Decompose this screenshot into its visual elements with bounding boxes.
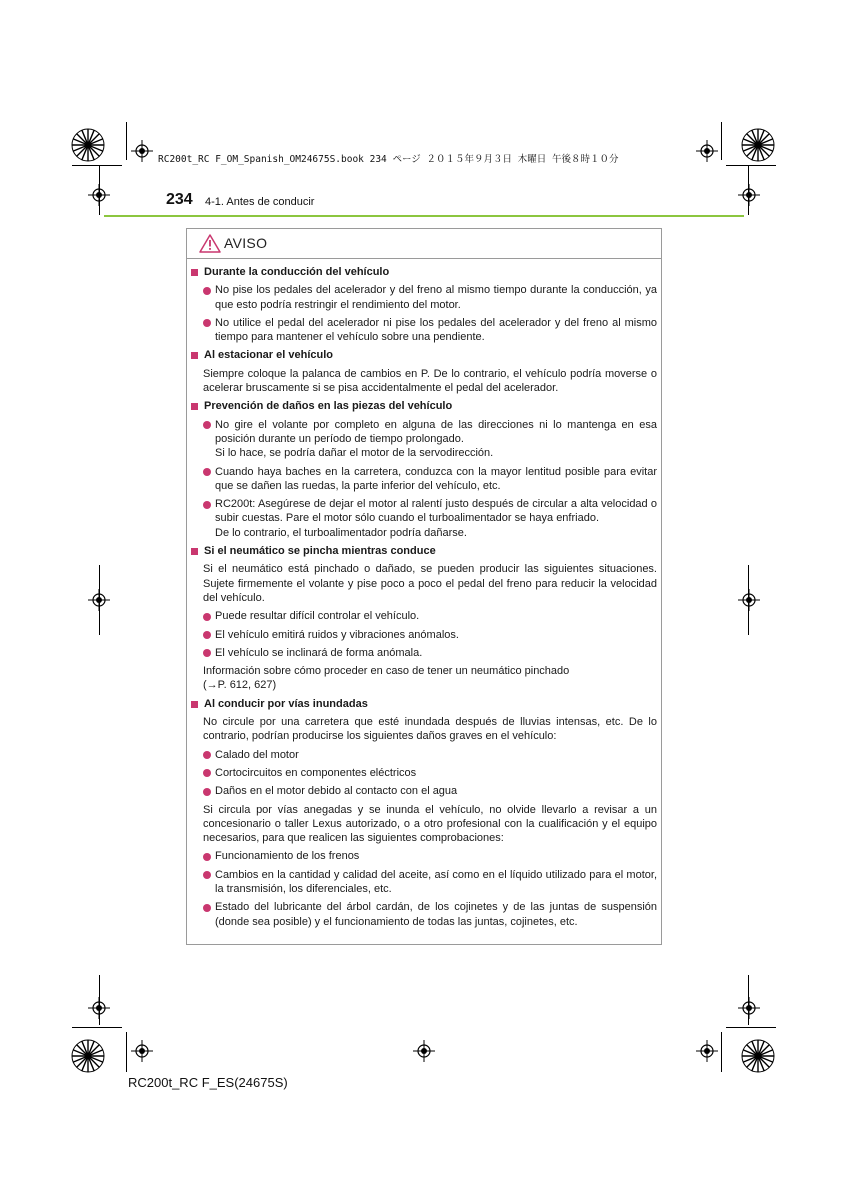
crosshair-mark-icon	[738, 184, 760, 206]
section-heading: Durante la conducción del vehículo	[191, 265, 657, 279]
crop-mark	[748, 165, 749, 215]
bullet-icon	[203, 871, 211, 879]
warning-triangle-icon	[199, 234, 221, 253]
registration-rosette-icon	[741, 128, 775, 162]
bullet-icon	[203, 287, 211, 295]
list-item: No pise los pedales del acelerador y del freno al mismo tiempo durante la conducción, ya que esto podría restringir el rendimiento del motor.	[191, 283, 657, 312]
crosshair-mark-icon	[131, 1040, 153, 1062]
section-heading: Prevención de daños en las piezas del vehículo	[191, 399, 657, 413]
list-item: Daños en el motor debido al contacto con el agua	[191, 784, 657, 798]
bullet-icon	[203, 613, 211, 621]
crosshair-mark-icon	[696, 140, 718, 162]
list-item: Estado del lubricante del árbol cardán, de los cojinetes y de las juntas de suspensión (donde sea posible) y el funcionamiento de todas las juntas, cojinetes, etc.	[191, 900, 657, 929]
bullet-icon	[203, 751, 211, 759]
page-reference: (→P. 612, 627)	[203, 679, 277, 692]
paragraph: Si el neumático está pinchado o dañado, se pueden producir las siguientes situaciones. Sujete firmemente el volante y pise poco a poco el pedal del freno para reducir la velocidad del vehículo.	[203, 563, 657, 604]
list-item: Cambios en la cantidad y calidad del aceite, así como en el líquido utilizado para el motor, la transmisión, los diferenciales, etc.	[191, 868, 657, 897]
crop-mark	[726, 165, 776, 166]
crosshair-mark-icon	[696, 1040, 718, 1062]
section-heading: Al conducir por vías inundadas	[191, 697, 657, 711]
header-rule	[104, 215, 744, 217]
square-bullet-icon	[191, 548, 198, 555]
crosshair-mark-icon	[131, 140, 153, 162]
paragraph: Información sobre cómo proceder en caso de tener un neumático pinchado (→P. 612, 627)	[203, 665, 570, 692]
list-item: No gire el volante por completo en alguna de las direcciones ni lo mantenga en esa posición durante un período de tiempo prolongado. Si lo hace, se podría dañar el motor de la servodirección.	[191, 418, 657, 461]
bullet-icon	[203, 769, 211, 777]
crosshair-mark-icon	[413, 1040, 435, 1062]
crop-mark	[99, 975, 100, 1025]
square-bullet-icon	[191, 352, 198, 359]
bullet-icon	[203, 468, 211, 476]
paragraph: Siempre coloque la palanca de cambios en P. De lo contrario, el vehículo podría moverse o acelerar bruscamente si se pisa accidentalmente el pedal del acelerador.	[203, 367, 657, 395]
crop-mark	[72, 1027, 122, 1028]
registration-rosette-icon	[71, 1039, 105, 1073]
list-item: El vehículo se inclinará de forma anómala.	[191, 646, 657, 660]
list-item: Puede resultar difícil controlar el vehículo.	[191, 609, 657, 623]
bullet-icon	[203, 421, 211, 429]
list-item: El vehículo emitirá ruidos y vibraciones anómalos.	[191, 628, 657, 642]
paragraph: No circule por una carretera que esté inundada después de lluvias intensas, etc. De lo contrario, podrían producirse los siguientes daños graves en el vehículo:	[203, 716, 657, 743]
crop-mark	[748, 565, 749, 635]
bullet-icon	[203, 319, 211, 327]
footer-code: RC200t_RC F_ES(24675S)	[128, 1075, 288, 1090]
list-item: Cortocircuitos en componentes eléctricos	[191, 766, 657, 780]
bullet-icon	[203, 501, 211, 509]
paragraph: Si circula por vías anegadas y se inunda el vehículo, no olvide llevarlo a revisar a un concesionario o taller Lexus autorizado, o a otro profesional con la cualificación y el equipo necesarios, para que realicen las siguientes comprobaciones:	[203, 803, 657, 845]
crop-mark	[99, 565, 100, 635]
crop-mark	[748, 975, 749, 1025]
list-item: Calado del motor	[191, 748, 657, 762]
warning-box	[186, 228, 662, 945]
crop-mark	[99, 165, 100, 215]
bullet-icon	[203, 631, 211, 639]
crop-mark	[126, 122, 127, 160]
registration-rosette-icon	[71, 128, 105, 162]
bullet-icon	[203, 649, 211, 657]
crop-mark	[721, 1032, 722, 1072]
crop-mark	[721, 122, 722, 160]
registration-rosette-icon	[741, 1039, 775, 1073]
page-number: 234	[166, 191, 193, 208]
crop-mark	[726, 1027, 776, 1028]
bullet-icon	[203, 853, 211, 861]
crop-mark	[126, 1032, 127, 1072]
crop-mark	[72, 165, 122, 166]
list-item: Cuando haya baches en la carretera, conduzca con la mayor lentitud posible para evitar que se dañen las ruedas, la parte inferior del vehículo, etc.	[191, 465, 657, 494]
list-item: RC200t: Asegúrese de dejar el motor al ralentí justo después de circular a alta velocidad o subir cuestas. Pare el motor sólo cuando el turboalimentador se haya enfriado. De lo contrario, el turboalimentador podría dañarse.	[191, 497, 657, 540]
crosshair-mark-icon	[738, 997, 760, 1019]
section-heading: Si el neumático se pincha mientras conduce	[191, 544, 657, 558]
warning-content	[191, 265, 657, 929]
list-item: No utilice el pedal del acelerador ni pise los pedales del acelerador y del freno al mismo tiempo para mantener el vehículo sobre una pendiente.	[191, 316, 657, 345]
bullet-icon	[203, 904, 211, 912]
square-bullet-icon	[191, 701, 198, 708]
section-heading: Al estacionar el vehículo	[191, 348, 657, 362]
square-bullet-icon	[191, 403, 198, 410]
bullet-icon	[203, 788, 211, 796]
warning-label: AVISO	[224, 235, 268, 251]
print-metadata: RC200t_RC F_OM_Spanish_OM24675S.book 234 ページ ２０１５年９月３日 木曜日 午後８時１０分	[158, 154, 619, 165]
square-bullet-icon	[191, 269, 198, 276]
crosshair-mark-icon	[738, 589, 760, 611]
warning-header	[187, 229, 661, 259]
section-title: 4-1. Antes de conducir	[205, 196, 315, 208]
list-item: Funcionamiento de los frenos	[191, 849, 657, 863]
